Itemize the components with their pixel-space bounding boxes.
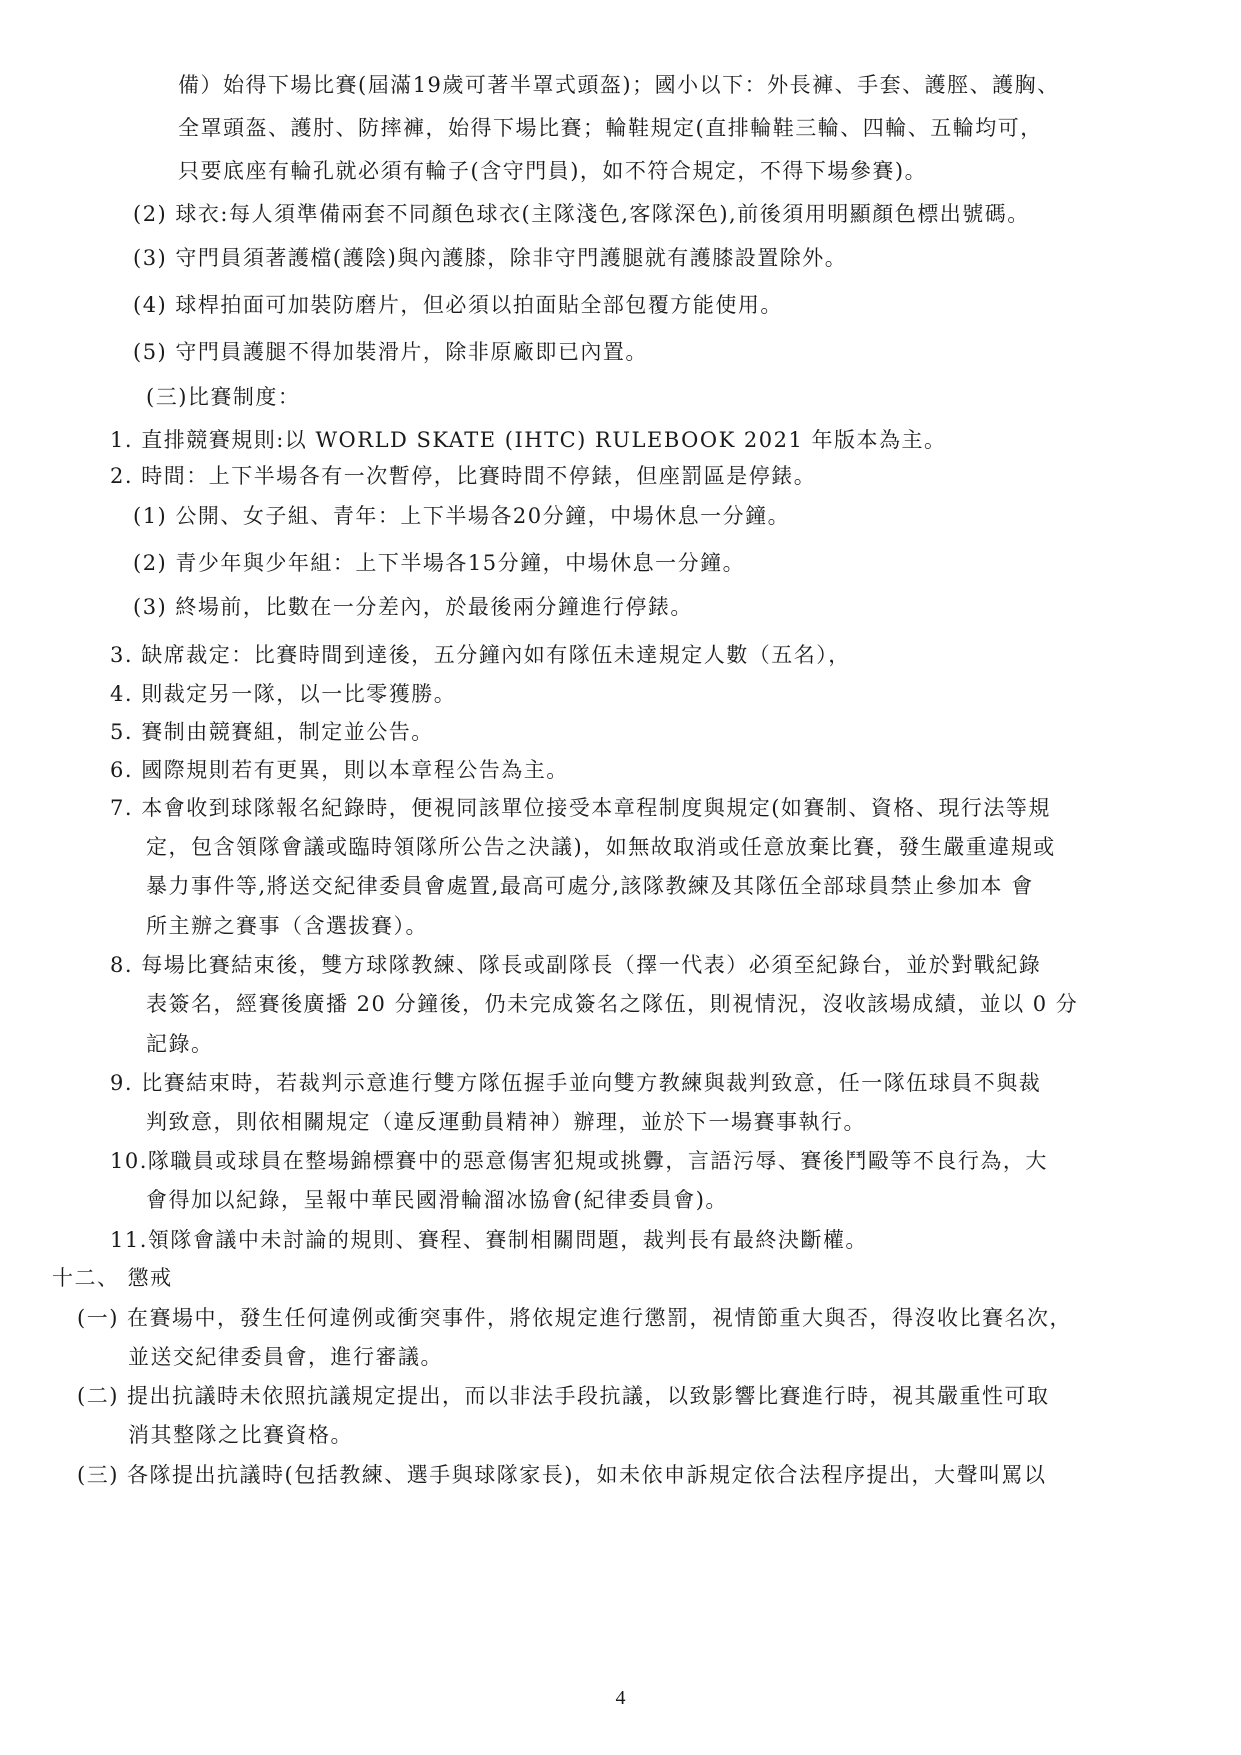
- text-line: 定，包含領隊會議或臨時領隊所公告之決議)，如無故取消或任意放棄比賽，發生嚴重違規或: [146, 835, 1056, 859]
- chapter-heading: 十二、 懲戒: [52, 1266, 173, 1290]
- text-line: (二) 提出抗議時未依照抗議規定提出，而以非法手段抗議，以致影響比賽進行時，視其嚴重性可取: [77, 1384, 1050, 1408]
- text-line: (三) 各隊提出抗議時(包括教練、選手與球隊家長)，如未依申訴規定依合法程序提出，大聲叫罵以: [77, 1463, 1047, 1487]
- text-line: 6. 國際規則若有更異，則以本章程公告為主。: [110, 758, 569, 782]
- text-line: 判致意，則依相關規定（違反運動員精神）辦理，並於下一場賽事執行。: [146, 1110, 866, 1134]
- text-line: 所主辦之賽事（含選拔賽）。: [146, 914, 428, 938]
- text-line: 2. 時間：上下半場各有一次暫停，比賽時間不停錶，但座罰區是停錶。: [110, 464, 817, 488]
- text-line: 7. 本會收到球隊報名紀錄時，便視同該單位接受本章程制度與規定(如賽制、資格、現行法等規: [110, 796, 1051, 820]
- page-number: 4: [615, 1687, 626, 1709]
- text-line: (2) 青少年與少年組：上下半場各15分鐘，中場休息一分鐘。: [133, 551, 746, 575]
- section-heading: (三)比賽制度：: [146, 385, 301, 409]
- text-line: 5. 賽制由競賽組，制定並公告。: [110, 720, 434, 744]
- text-line: 1. 直排競賽規則:以 WORLD SKATE (IHTC) RULEBOOK 2021 年版本為主。: [110, 428, 947, 452]
- text-line: 11.領隊會議中未討論的規則、賽程、賽制相關問題，裁判長有最終決斷權。: [110, 1228, 868, 1252]
- text-line: (一) 在賽場中，發生任何違例或衝突事件，將依規定進行懲罰，視情節重大與否，得沒收比賽名次，: [77, 1306, 1073, 1330]
- text-line: 只要底座有輪孔就必須有輪子(含守門員)，如不符合規定，不得下場參賽)。: [178, 159, 928, 183]
- text-line: 9. 比賽結束時，若裁判示意進行雙方隊伍握手並向雙方教練與裁判致意，任一隊伍球員不與裁: [110, 1071, 1042, 1095]
- text-line: (2) 球衣:每人須準備兩套不同顏色球衣(主隊淺色,客隊深色),前後須用明顯顏色標出號碼。: [133, 202, 1030, 226]
- text-line: 10.隊職員或球員在整場錦標賽中的惡意傷害犯規或挑釁，言語污辱、賽後鬥毆等不良行為，大: [110, 1149, 1048, 1173]
- text-line: 3. 缺席裁定：比賽時間到達後，五分鐘內如有隊伍未達規定人數（五名），: [110, 643, 851, 667]
- text-line: (5) 守門員護腿不得加裝滑片，除非原廠即已內置。: [133, 340, 648, 364]
- text-line: 會得加以紀錄，呈報中華民國滑輪溜冰協會(紀律委員會)。: [146, 1188, 728, 1212]
- text-line: 消其整隊之比賽資格。: [128, 1423, 353, 1447]
- text-line: 並送交紀律委員會，進行審議。: [128, 1345, 443, 1369]
- text-line: 全罩頭盔、護肘、防摔褲，始得下場比賽；輪鞋規定(直排輪鞋三輪、四輪、五輪均可，: [178, 116, 1043, 140]
- text-line: 記錄。: [146, 1032, 214, 1056]
- text-line: 暴力事件等,將送交紀律委員會處置,最高可處分,該隊教練及其隊伍全部球員禁止參加本 會: [146, 874, 1034, 898]
- text-line: 8. 每場比賽結束後，雙方球隊教練、隊長或副隊長（擇一代表）必須至紀錄台，並於對戰紀錄: [110, 953, 1042, 977]
- text-line: 備）始得下場比賽(屆滿19歲可著半罩式頭盔)；國小以下：外長褲、手套、護脛、護胸、: [178, 73, 1060, 97]
- text-line: 表簽名，經賽後廣播 20 分鐘後，仍未完成簽名之隊伍，則視情況，沒收該場成績，並以 0 分: [146, 992, 1079, 1016]
- text-line: 4. 則裁定另一隊，以一比零獲勝。: [110, 682, 457, 706]
- text-line: (3) 終場前，比數在一分差內，於最後兩分鐘進行停錶。: [133, 595, 693, 619]
- text-line: (1) 公開、女子組、青年：上下半場各20分鐘，中場休息一分鐘。: [133, 504, 791, 528]
- text-line: (4) 球桿拍面可加裝防磨片，但必須以拍面貼全部包覆方能使用。: [133, 293, 783, 317]
- text-line: (3) 守門員須著護檔(護陰)與內護膝，除非守門護腿就有護膝設置除外。: [133, 246, 848, 270]
